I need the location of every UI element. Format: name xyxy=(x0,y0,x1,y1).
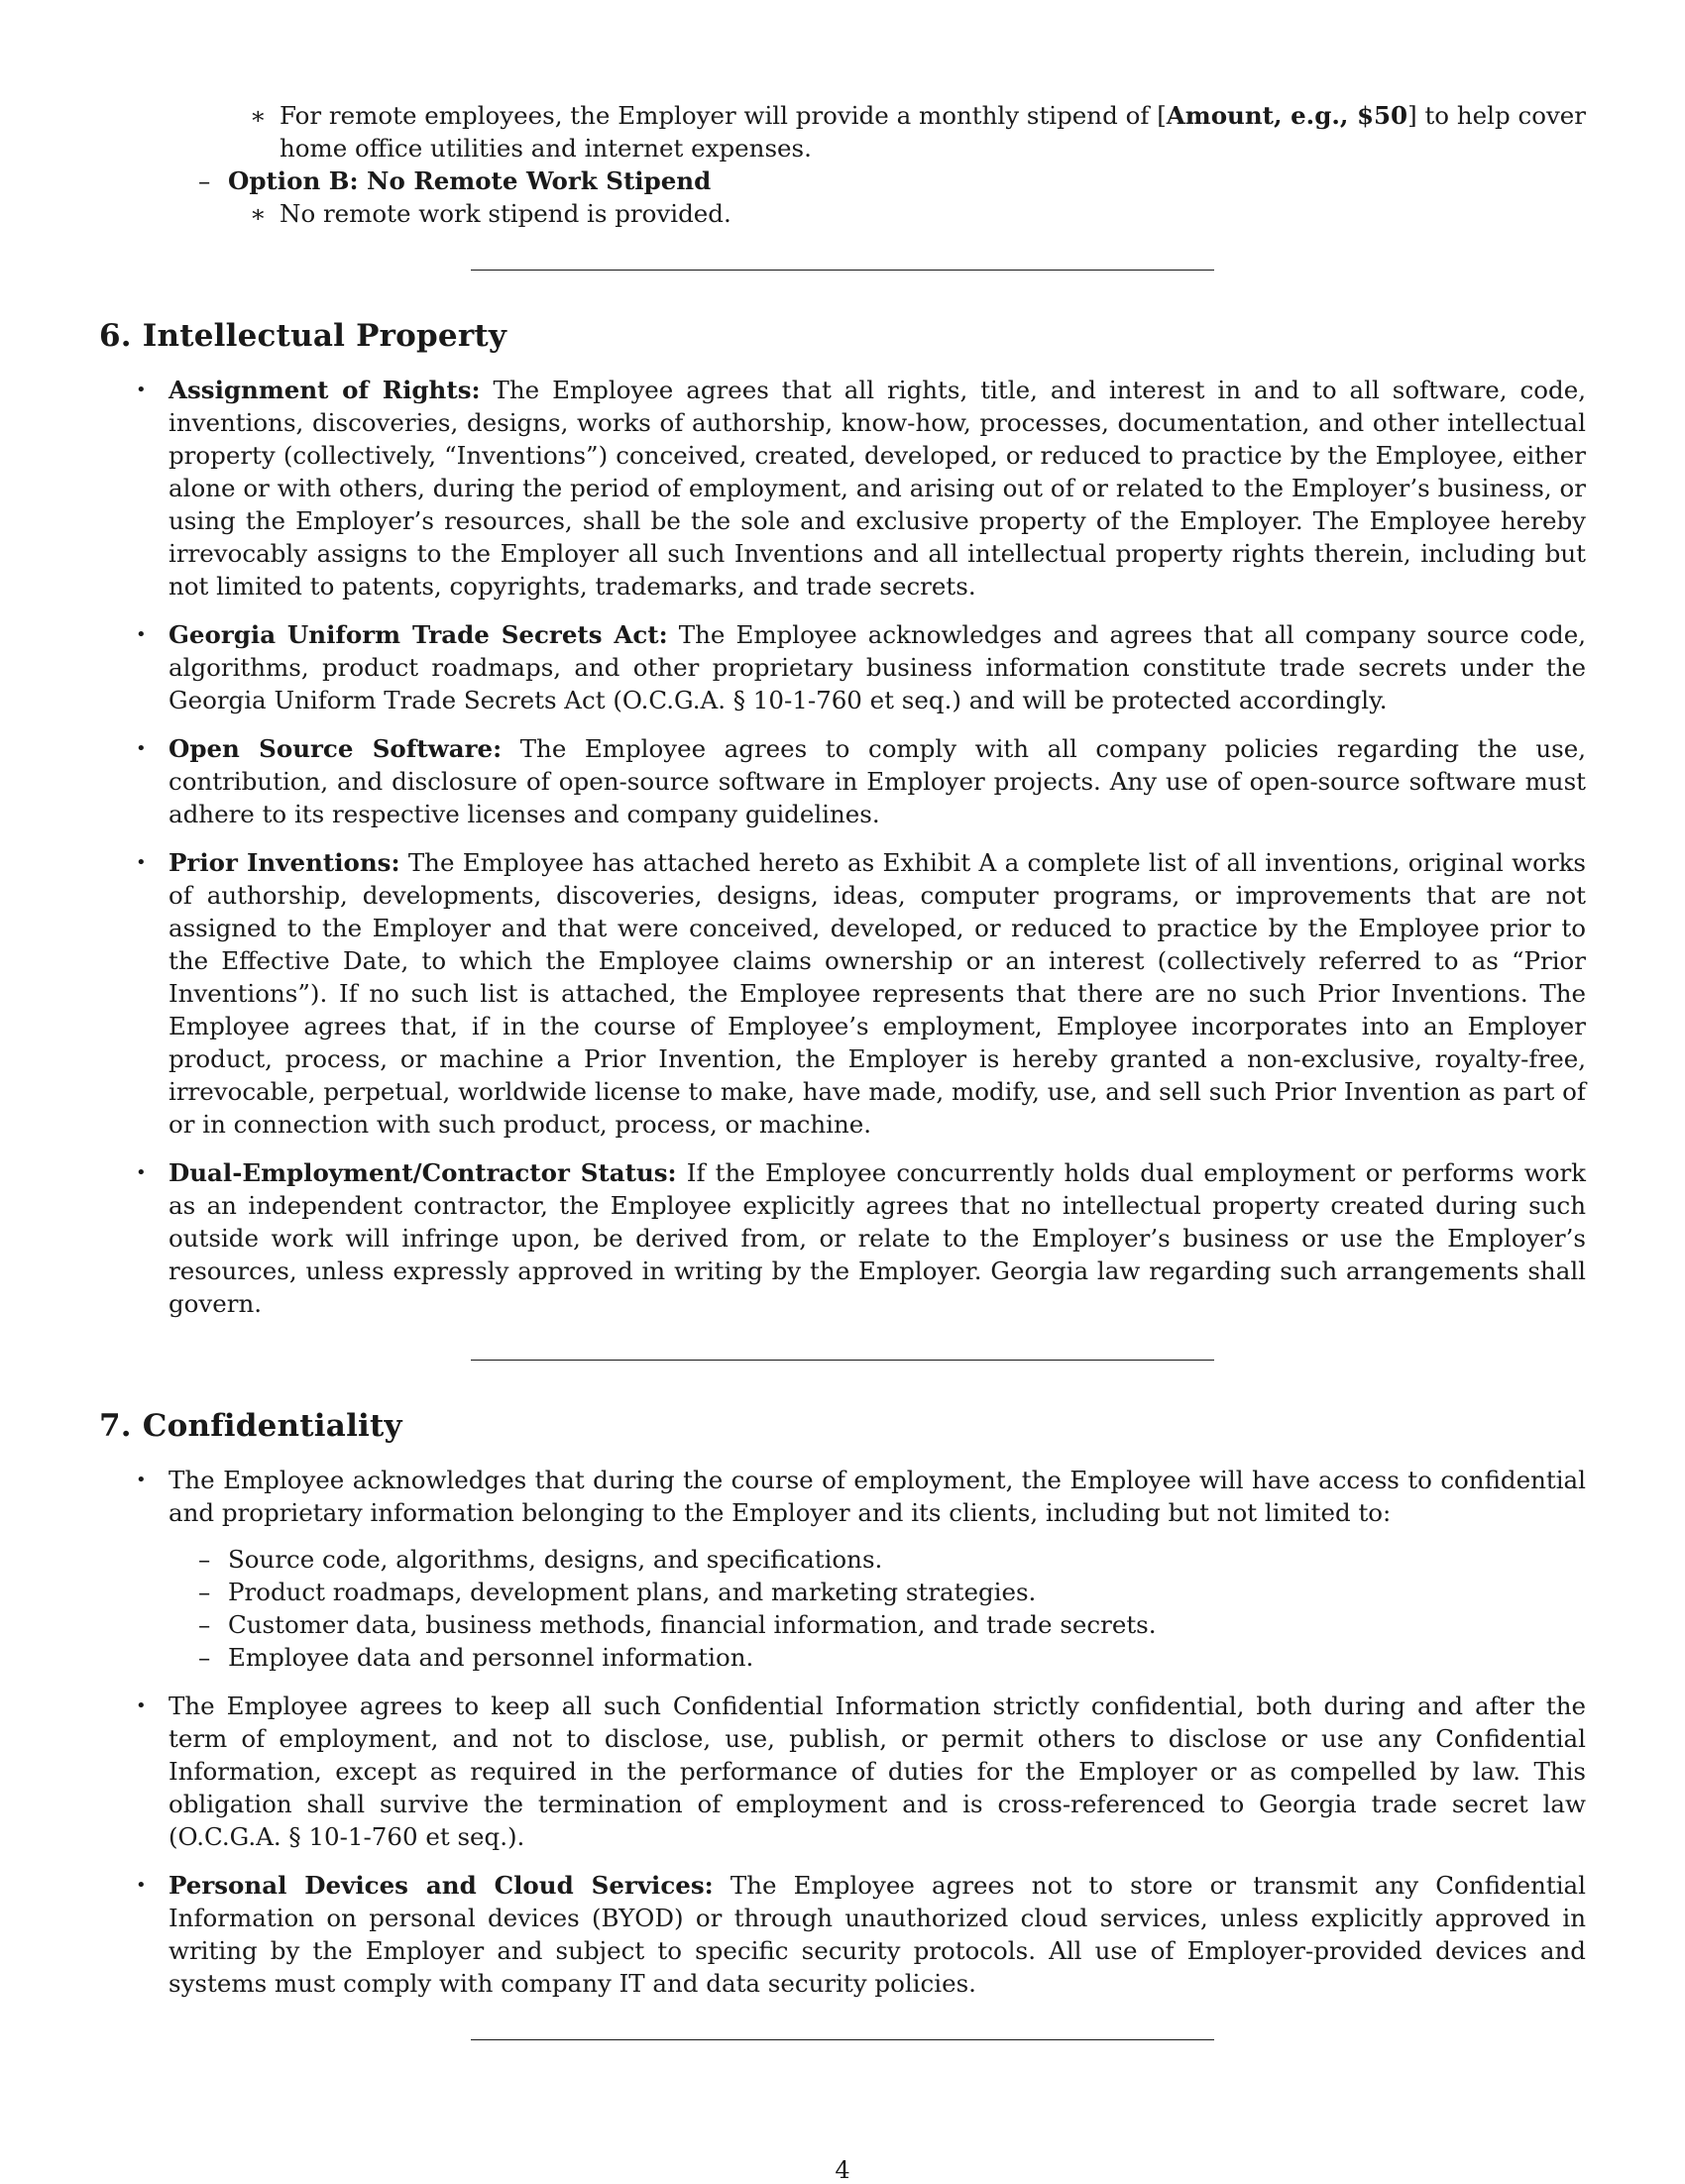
ip-item-prior-inventions xyxy=(99,846,1586,1141)
confidential-info-list xyxy=(168,1543,1586,1674)
bullet-marker: • xyxy=(136,624,147,645)
list-item-text: Source code, algorithms, designs, and specifications. xyxy=(228,1545,883,1574)
option-b-label: Option B: No Remote Work Stipend xyxy=(228,166,712,195)
section-divider xyxy=(471,270,1214,271)
list-item xyxy=(168,1641,1586,1674)
list-item-text: Employee data and personnel information. xyxy=(228,1643,754,1672)
bullet-marker: • xyxy=(136,380,147,400)
no-stipend-item xyxy=(99,197,1586,230)
ip-item-label: Prior Inventions: xyxy=(168,848,400,877)
dash-marker: – xyxy=(198,166,211,195)
confidentiality-item-devices xyxy=(99,1869,1586,2000)
confidentiality-text: The Employee agrees to keep all such Confidential Information strictly confidential, both during and after the term of employment, and not to disclose, use, publish, or permit others to disclose or use any Confidential Information, except as required in the performance of duties for the Employer or as compelled by law. This obligation shall survive the termination of employment and is cross-referenced to Georgia trade secret law (O.C.G.A. § 10-1-760 et seq.). xyxy=(168,1692,1586,1851)
ip-item-text: The Employee agrees to comply with all company policies regarding the use, contribution, and disclosure of open-source software in Employer projects. Any use of open-source software must adhere to its respective licenses and company guidelines. xyxy=(168,734,1586,828)
stipend-text-post: ] to help cover home office utilities and internet expenses. xyxy=(280,101,1587,163)
ip-item-dual-employment xyxy=(99,1156,1586,1320)
ip-item-text: The Employee has attached hereto as Exhibit A a complete list of all inventions, original works of authorship, developments, discoveries, designs, ideas, computer programs, or improvements that are not assigned to the Employer and that were conceived, developed, or reduced to practice by the Employee prior to the Effective Date, to which the Employee claims ownership or an interest (collectively referred to as “Prior Inventions”). If no such list is attached, the Employee represents that there are no such Prior Inventions. The Employee agrees that, if in the course of Employee’s employment, Employee incorporates into an Employer product, process, or machine a Prior Invention, the Employer is hereby granted a non-exclusive, royalty-free, irrevocable, perpetual, worldwide license to make, have made, modify, use, and sell such Prior Invention as part of or in connection with such product, process, or machine. xyxy=(168,848,1586,1139)
list-item-text: Product roadmaps, development plans, and marketing strategies. xyxy=(228,1578,1037,1606)
ip-item-label: Open Source Software: xyxy=(168,734,503,763)
section-6-heading: 6. Intellectual Property xyxy=(99,318,507,354)
star-marker: ∗ xyxy=(250,101,267,130)
option-b-item xyxy=(99,164,1586,197)
section-divider xyxy=(471,1360,1214,1361)
ip-item-assignment xyxy=(99,374,1586,602)
dash-marker: – xyxy=(198,1643,211,1672)
no-stipend-text: No remote work stipend is provided. xyxy=(280,199,731,228)
section-7-heading: 7. Confidentiality xyxy=(99,1408,402,1444)
bullet-marker: • xyxy=(136,1695,147,1716)
list-item-text: Customer data, business methods, financial information, and trade secrets. xyxy=(228,1610,1157,1639)
ip-item-text: The Employee agrees that all rights, title, and interest in and to all software, code, inventions, discoveries, designs, works of authorship, know-how, processes, documentation, and other intellectual property (collectively, “Inventions”) conceived, created, developed, or reduced to practice by the Employee, either alone or with others, during the period of employment, and arising out of or related to the Employer’s business, or using the Employer’s resources, shall be the sole and exclusive property of the Employer. The Employee hereby irrevocably assigns to the Employer all such Inventions and all intellectual property rights therein, including but not limited to patents, copyrights, trademarks, and trade secrets. xyxy=(168,376,1586,601)
ip-item-text: If the Employee concurrently holds dual employment or performs work as an independent contractor, the Employee explicitly agrees that no intellectual property created during such outside work will infringe upon, be derived from, or relate to the Employer’s business or use the Employer’s resources, unless expressly approved in writing by the Employer. Georgia law regarding such arrangements shall govern. xyxy=(168,1158,1586,1318)
dash-marker: – xyxy=(198,1545,211,1574)
list-item xyxy=(168,1576,1586,1608)
list-item xyxy=(168,1543,1586,1576)
ip-item-label: Dual-Employment/Contractor Status: xyxy=(168,1158,677,1187)
confidentiality-text: The Employee acknowledges that during the course of employment, the Employee will have access to confidential and proprietary information belonging to the Employer and its clients, including but not limited to: xyxy=(168,1466,1586,1527)
bullet-marker: • xyxy=(136,738,147,759)
confidentiality-text: The Employee agrees not to store or transmit any Confidential Information on personal devices (BYOD) or through unauthorized cloud services, unless explicitly approved in writing by the Employer and subject to specific security protocols. All use of Employer-provided devices and systems must comply with company IT and data security policies. xyxy=(168,1871,1586,1998)
bullet-marker: • xyxy=(136,852,147,873)
confidentiality-label: Personal Devices and Cloud Services: xyxy=(168,1871,714,1900)
confidentiality-item-access xyxy=(99,1464,1586,1674)
stipend-text-pre: For remote employees, the Employer will provide a monthly stipend of [ xyxy=(280,101,1167,130)
stipend-amount: Amount, e.g., $50 xyxy=(1166,101,1408,130)
ip-item-label: Assignment of Rights: xyxy=(168,376,481,404)
list-item xyxy=(168,1608,1586,1641)
dash-marker: – xyxy=(198,1578,211,1606)
bullet-marker: • xyxy=(136,1162,147,1183)
ip-item-trade-secrets xyxy=(99,618,1586,716)
ip-item-text: The Employee acknowledges and agrees that all company source code, algorithms, product roadmaps, and other proprietary business information constitute trade secrets under the Georgia Uniform Trade Secrets Act (O.C.G.A. § 10-1-760 et seq.) and will be protected accordingly. xyxy=(168,620,1586,714)
document-page xyxy=(99,99,1586,2040)
ip-item-label: Georgia Uniform Trade Secrets Act: xyxy=(168,620,668,649)
confidentiality-item-obligation xyxy=(99,1690,1586,1853)
bullet-marker: • xyxy=(136,1470,147,1490)
bullet-marker: • xyxy=(136,1875,147,1896)
dash-marker: – xyxy=(198,1610,211,1639)
section-divider xyxy=(471,2039,1214,2040)
stipend-item xyxy=(99,99,1586,164)
star-marker: ∗ xyxy=(250,199,267,228)
ip-item-open-source xyxy=(99,732,1586,830)
page-number: 4 xyxy=(835,2156,850,2184)
